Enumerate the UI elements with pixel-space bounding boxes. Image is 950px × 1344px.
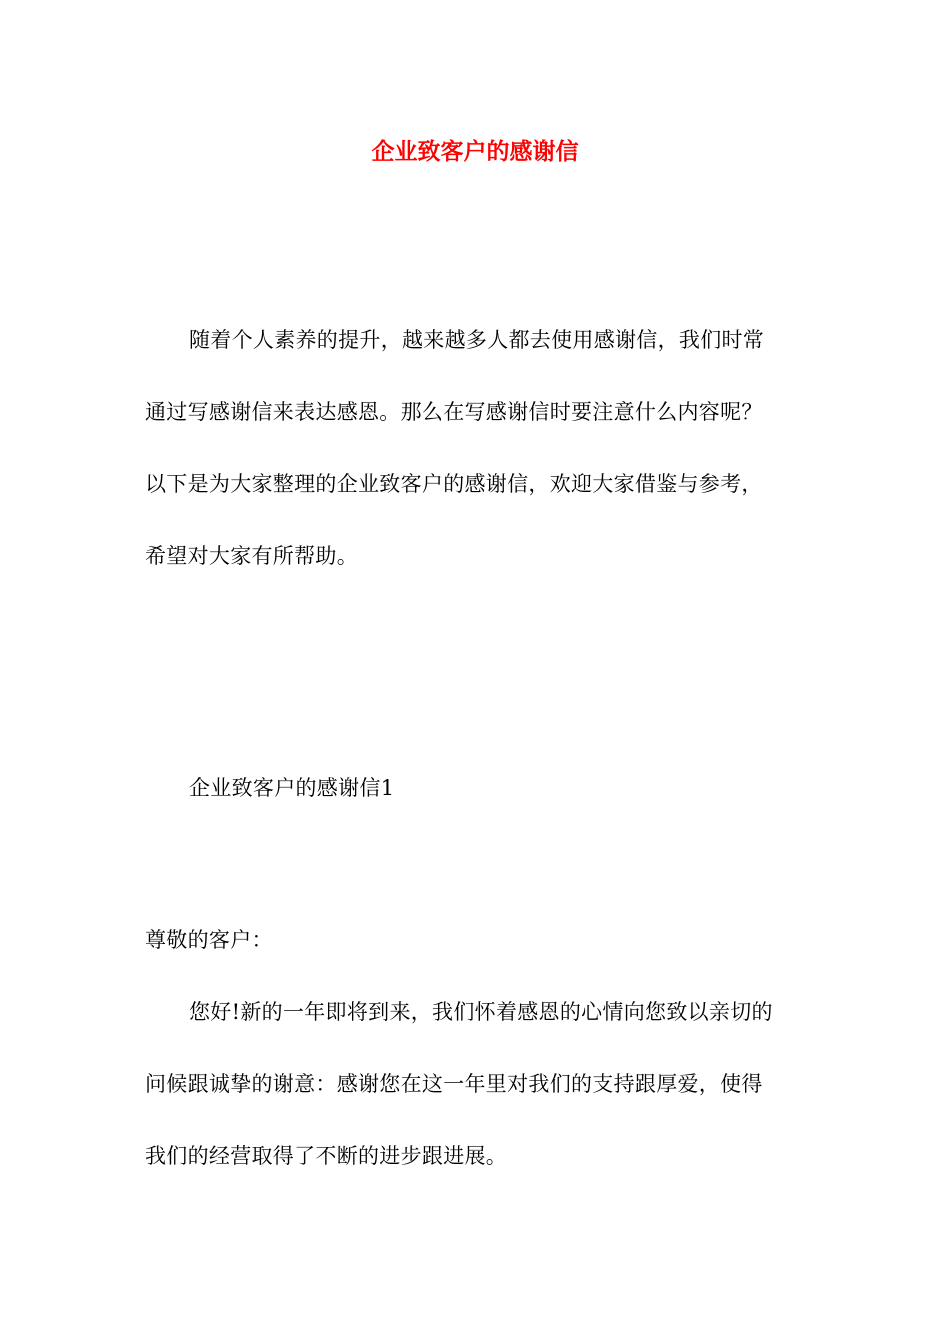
intro-line: 随着个人素养的提升，越来越多人都去使用感谢信，我们时常 <box>189 328 765 352</box>
body-line: 问候跟诚挚的谢意：感谢您在这一年里对我们的支持跟厚爱，使得 <box>145 1072 763 1096</box>
intro-line: 通过写感谢信来表达感恩。那么在写感谢信时要注意什么内容呢？ <box>145 400 763 424</box>
intro-line: 希望对大家有所帮助。 <box>145 544 358 568</box>
body-line: 我们的经营取得了不断的进步跟进展。 <box>145 1144 508 1168</box>
intro-line: 以下是为大家整理的企业致客户的感谢信，欢迎大家借鉴与参考， <box>145 472 763 496</box>
salutation: 尊敬的客户： <box>145 928 273 952</box>
section-heading: 企业致客户的感谢信1 <box>189 776 395 800</box>
section-heading-block <box>145 752 809 824</box>
intro-paragraph <box>145 304 809 592</box>
body-line: 您好!新的一年即将到来，我们怀着感恩的心情向您致以亲切的 <box>189 1000 773 1024</box>
greeting-block <box>145 904 809 976</box>
document-title: 企业致客户的感谢信 <box>371 138 579 165</box>
body-paragraph <box>145 976 809 1192</box>
